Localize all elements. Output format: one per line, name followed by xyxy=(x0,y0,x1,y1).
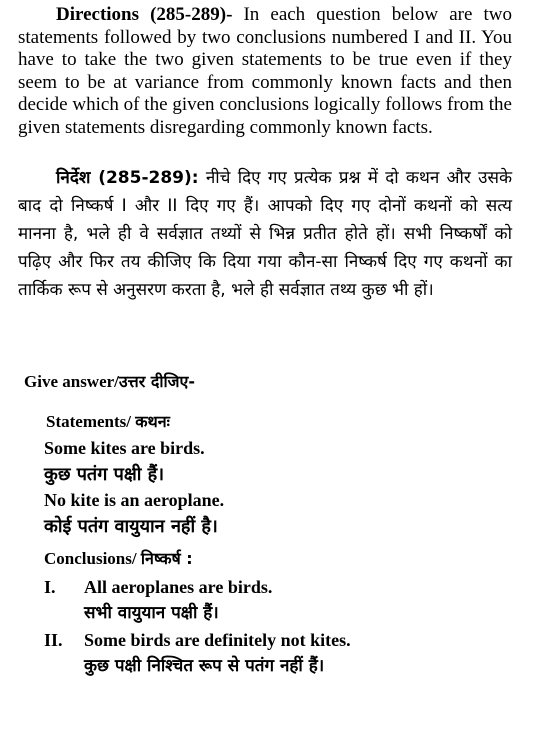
directions-hindi-text: नीचे दिए गए प्रत्येक प्रश्न में दो कथन और उसके बाद दो निष्कर्ष I और II दिए गए हैं। आपको दिए गए दोनों कथनों को सत्य मानना है, भले ही वे सर्वज्ञात तथ्यों से भिन्न प्रतीत होते हों। सभी निष्कर्षों को पढ़िए और फिर तय कीजिए कि दिया गया कौन-सा निष्कर्ष दिए गए कथनों का तार्किक रूप से अनुसरण करता है, भले ही सर्वज्ञात तथ्य कुछ भी हों। xyxy=(18,168,513,300)
give-answer-heading xyxy=(24,370,195,392)
conclusion-1-hindi: सभी वायुयान पक्षी हैं। xyxy=(84,603,219,623)
statements-heading-en: Statements/ xyxy=(46,412,136,431)
statement-1-hindi: कुछ पतंग पक्षी हैं। xyxy=(44,464,165,485)
statement-2-english: No kite is an aeroplane. xyxy=(44,490,225,510)
directions-text: In each question below are two statements followed by two conclusions numbered I and II. You have to take the two given statements to be true even if they seem to be at variance from commonly known facts and then decide which of the given conclusions logically follows from the given statements disregarding commonly known facts. xyxy=(18,4,512,138)
give-answer-en: Give answer/ xyxy=(24,372,119,391)
statement-2-hindi: कोई पतंग वायुयान नहीं है। xyxy=(44,516,218,537)
directions-label: Directions (285-289)- xyxy=(56,4,233,25)
conclusions-heading xyxy=(44,547,193,569)
directions-hindi-label: निर्देश (285-289): xyxy=(56,168,199,188)
statement-1-english: Some kites are birds. xyxy=(44,438,205,458)
statements-heading-hi: कथनः xyxy=(135,412,170,431)
conclusion-2-hindi: कुछ पक्षी निश्चित रूप से पतंग नहीं हैं। xyxy=(84,656,325,676)
conclusions-heading-en: Conclusions/ xyxy=(44,549,141,568)
give-answer-hi: उत्तर दीजिए- xyxy=(118,372,195,391)
conclusion-1-number: I. xyxy=(44,577,56,597)
conclusion-2-number: II. xyxy=(44,630,63,650)
directions-english xyxy=(18,4,512,139)
conclusions-heading-hi: निष्कर्ष : xyxy=(140,549,193,568)
directions-hindi xyxy=(18,164,512,304)
conclusion-2-english: Some birds are definitely not kites. xyxy=(84,630,351,650)
conclusion-1-english: All aeroplanes are birds. xyxy=(84,577,273,597)
statements-heading xyxy=(46,410,170,432)
